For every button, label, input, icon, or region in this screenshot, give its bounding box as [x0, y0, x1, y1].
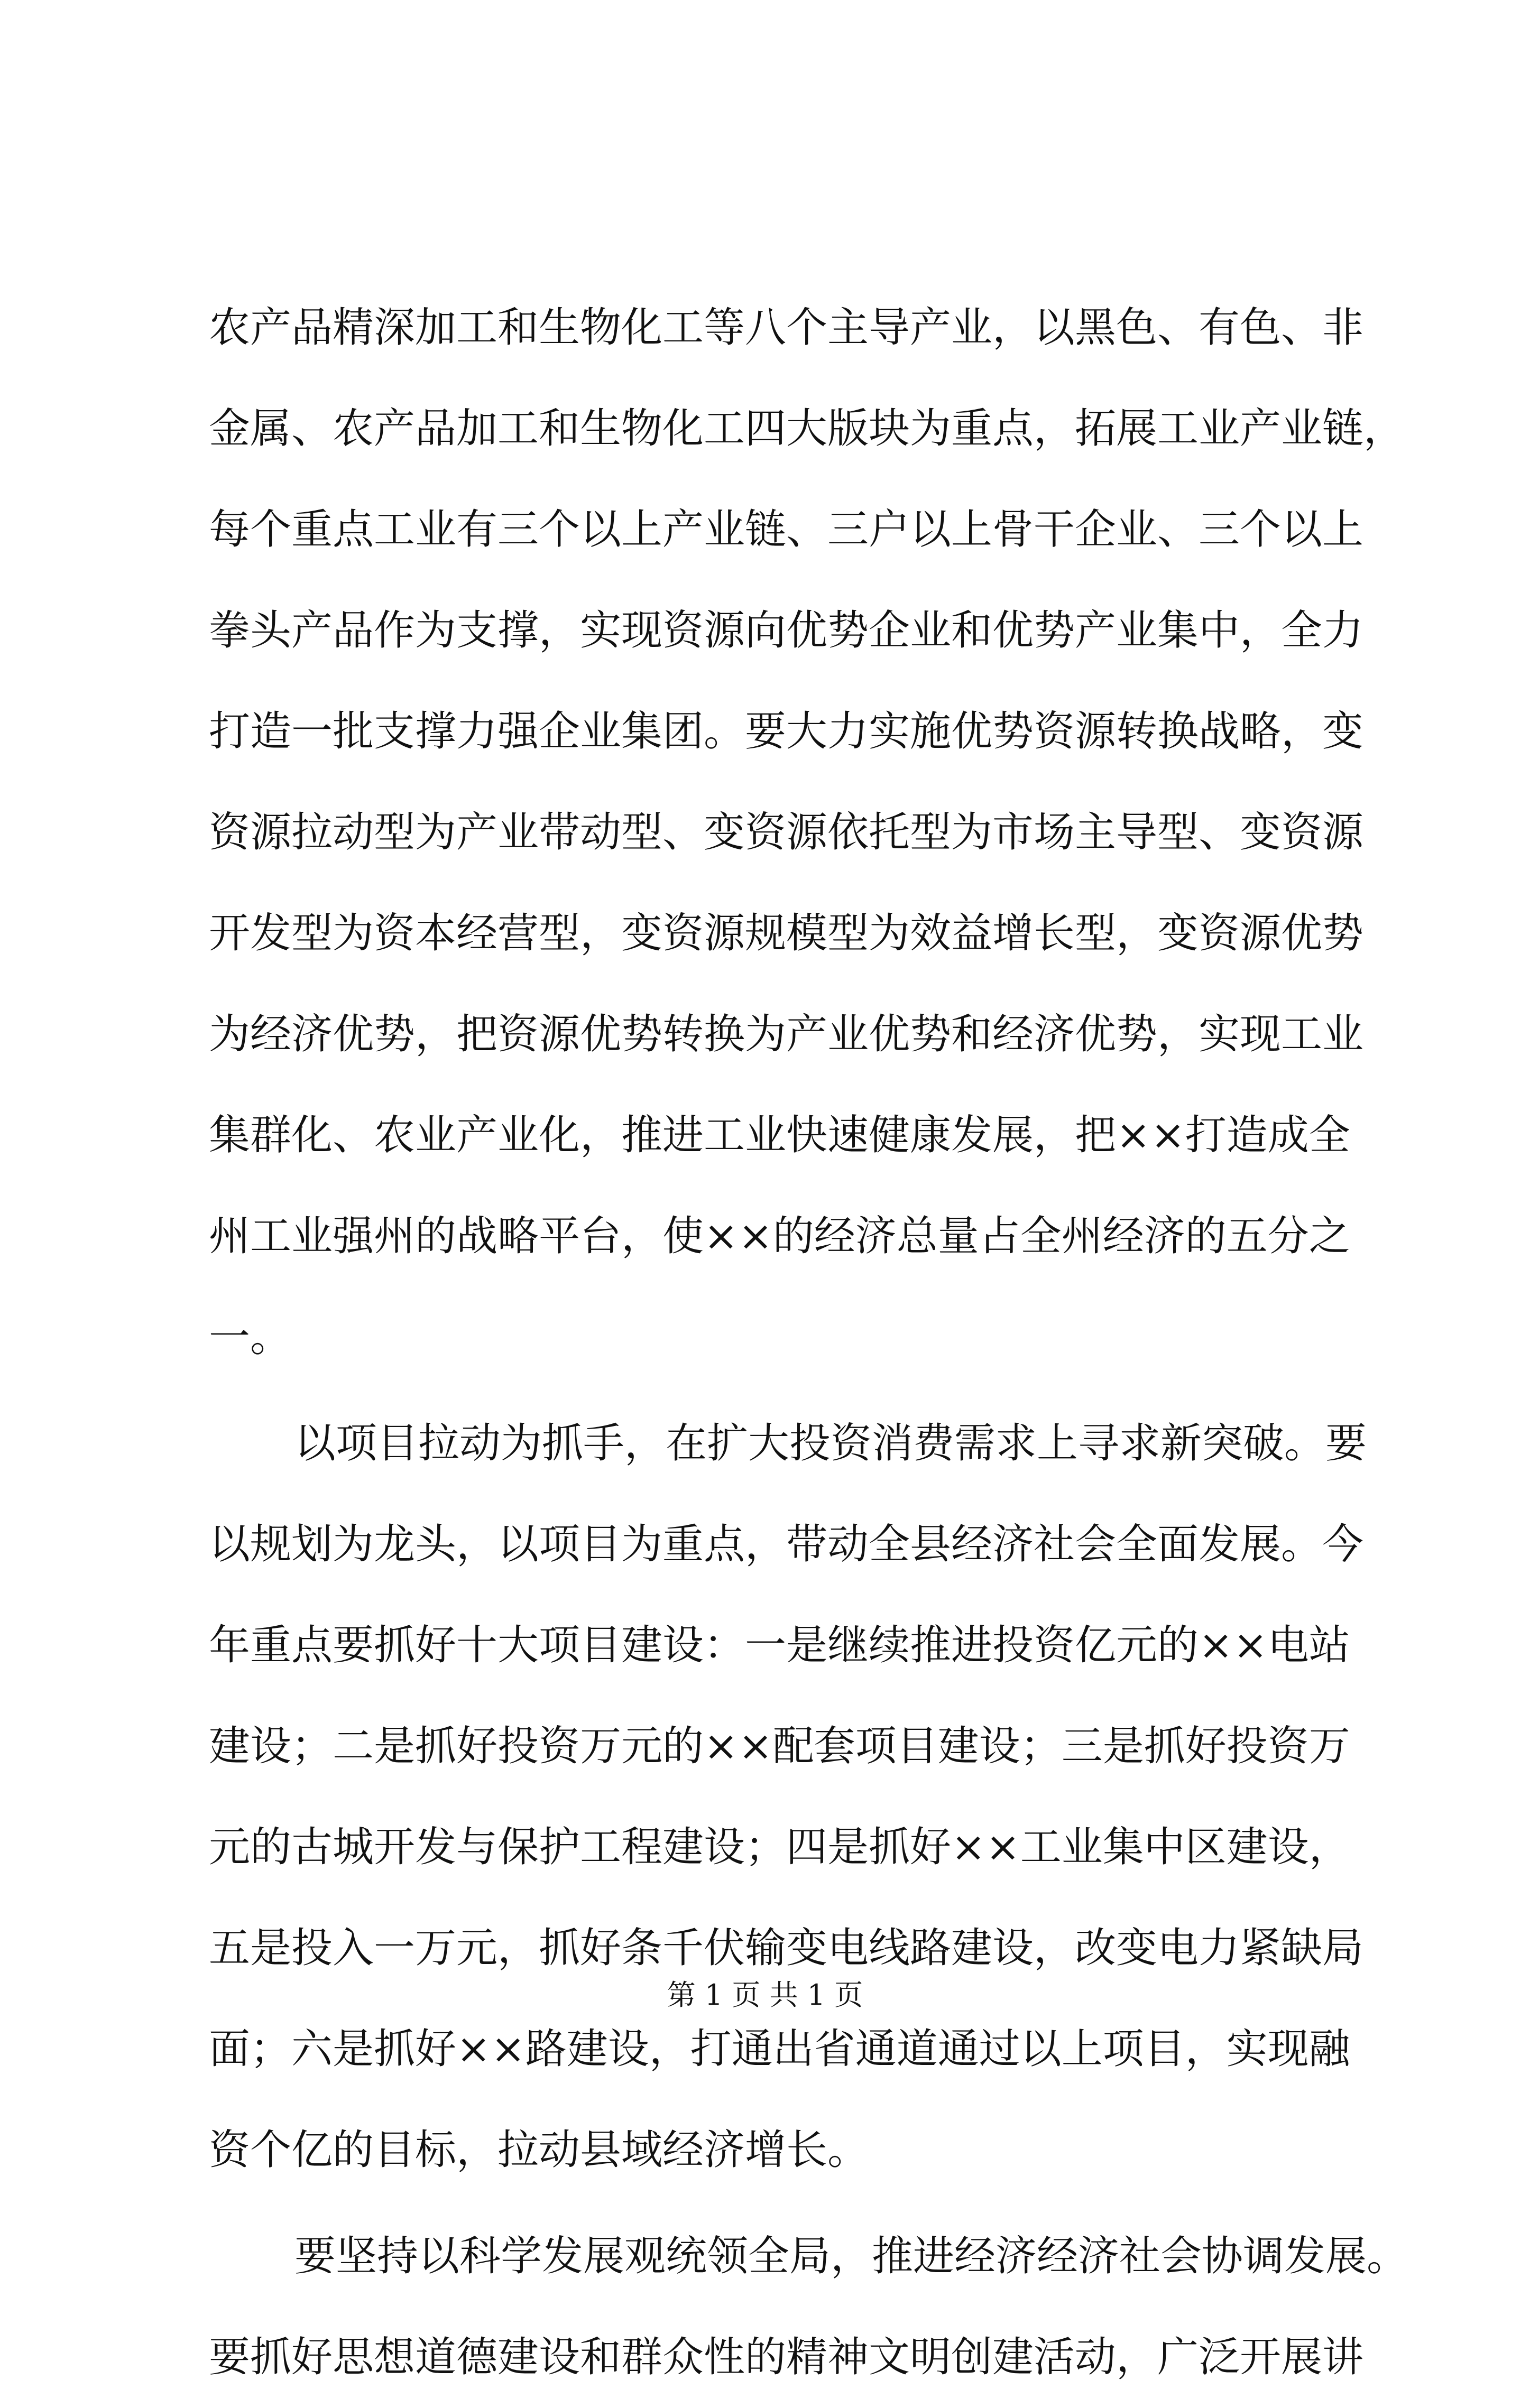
paragraph-line: 州工业强州的战略平台，使××的经济总量占全州经济的五分之 [209, 1212, 1350, 1260]
paragraph-line: 以项目拉动为抓手，在扩大投资消费需求上寻求新突破。要 [294, 1420, 1367, 1467]
paragraph-line: 年重点要抓好十大项目建设：一是继续推进投资亿元的××电站 [209, 1622, 1350, 1669]
paragraph-gap [209, 2201, 1324, 2206]
paragraph-line: 为经济优势，把资源优势转换为产业优势和经济优势，实现工业 [209, 1011, 1364, 1058]
page-footer: 第 1 页 共 1 页 [667, 1978, 863, 2012]
document-body [209, 277, 1408, 2408]
paragraph-line: 资源拉动型为产业带动型、变资源依托型为市场主导型、变资源 [209, 809, 1364, 856]
paragraph-line: 每个重点工业有三个以上产业链、三户以上骨干企业、三个以上 [209, 506, 1364, 553]
paragraph-line: 农产品精深加工和生物化工等八个主导产业，以黑色、有色、非 [209, 304, 1364, 351]
paragraph-line: 建设；二是抓好投资万元的××配套项目建设；三是抓好投资万 [209, 1722, 1350, 1770]
paragraph-line: 元的古城开发与保护工程建设；四是抓好××工业集中区建设， [209, 1823, 1350, 1871]
paragraph-line: 拳头产品作为支撑，实现资源向优势企业和优势产业集中，全力 [209, 607, 1364, 654]
paragraph-line: 以规划为龙头，以项目为重点，带动全县经济社会全面发展。今 [209, 1521, 1364, 1568]
paragraph-line: 资个亿的目标，拉动县域经济增长。 [209, 2126, 869, 2174]
paragraph-line: 要抓好思想道德建设和群众性的精神文明创建活动，广泛开展讲 [209, 2333, 1364, 2381]
paragraph-gap [209, 1388, 1324, 1393]
paragraph-line: 要坚持以科学发展观统领全局，推进经济经济社会协调发展。 [294, 2233, 1408, 2280]
paragraph-line: 打造一批支撑力强企业集团。要大力实施优势资源转换战略，变 [209, 708, 1364, 755]
paragraph-line: 一。 [209, 1313, 292, 1361]
paragraph-line: 面；六是抓好××路建设，打通出省通道通过以上项目，实现融 [209, 2025, 1350, 2073]
paragraph-line: 开发型为资本经营型，变资源规模型为效益增长型，变资源优势 [209, 910, 1364, 957]
paragraph-line: 五是投入一万元，抓好条千伏输变电线路建设，改变电力紧缺局 [209, 1924, 1364, 1972]
paragraph-line: 集群化、农业产业化，推进工业快速健康发展，把××打造成全 [209, 1112, 1350, 1159]
paragraph-line: 金属、农产品加工和生物化工四大版块为重点，拓展工业产业链， [209, 405, 1405, 452]
